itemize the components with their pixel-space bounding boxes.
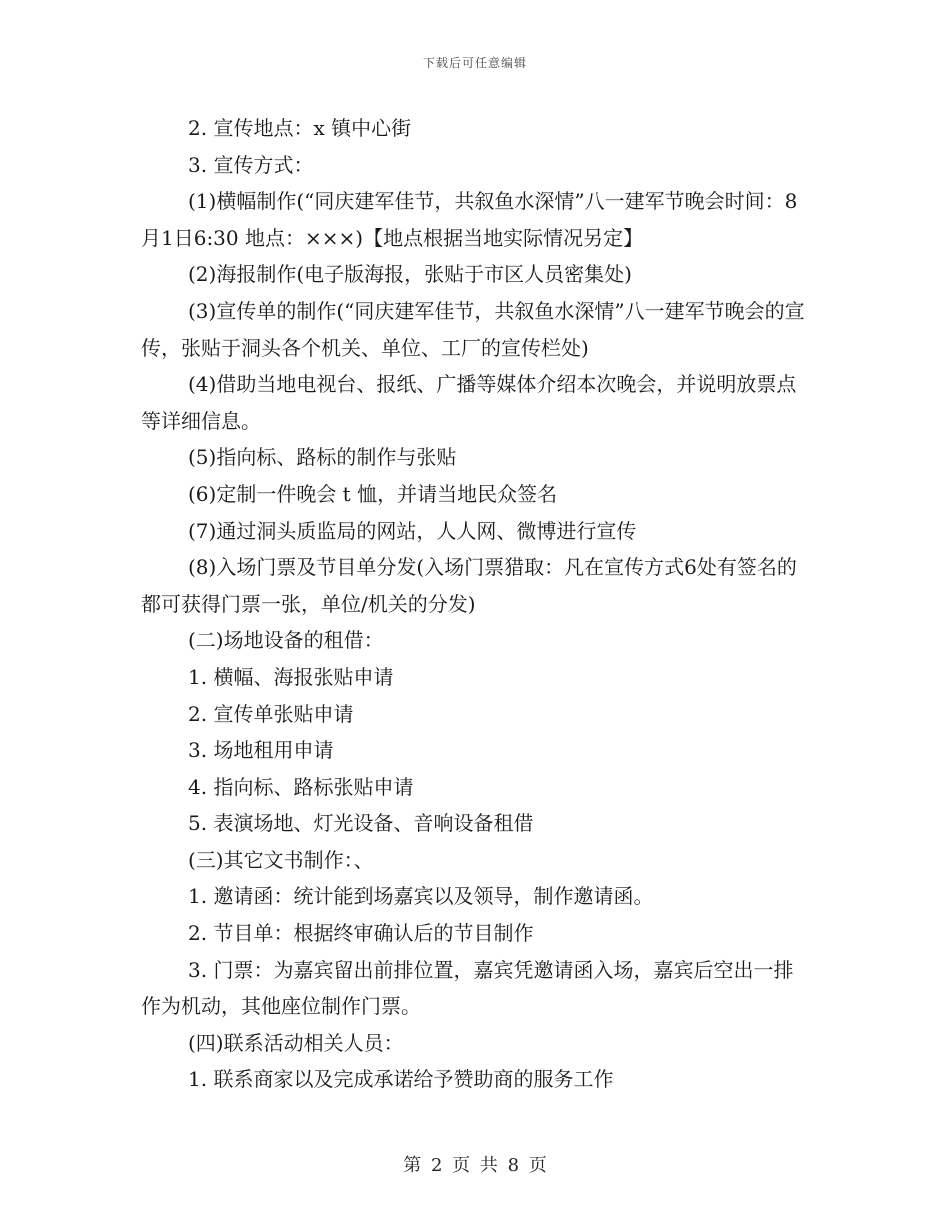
list-item: 1. 邀请函：统计能到场嘉宾以及领导，制作邀请函。 <box>188 884 654 909</box>
list-item: 4. 指向标、路标张贴申请 <box>188 774 414 799</box>
document-body <box>141 110 813 1098</box>
list-item: 1. 横幅、海报张贴申请 <box>188 664 394 689</box>
paragraph: 3. 宣传方式： <box>188 152 314 177</box>
list-item: 3. 门票：为嘉宾留出前排位置，嘉宾凭邀请函入场，嘉宾后空出一排作为机动，其他座位制作门票。 <box>141 957 794 1019</box>
paragraph: (7)通过洞头质监局的网站，人人网、微博进行宣传 <box>188 518 637 543</box>
paragraph: (2)海报制作(电子版海报，张贴于市区人员密集处) <box>188 262 632 287</box>
list-item: 3. 场地租用申请 <box>188 738 334 763</box>
list-item: 2. 节目单：根据终审确认后的节目制作 <box>188 921 534 946</box>
paragraph: (5)指向标、路标的制作与张贴 <box>188 445 457 470</box>
paragraph: (1)横幅制作(“同庆建军佳节，共叙鱼水深情”八一建军节晚会时间：8月1日6:30 地点：×××)【地点根据当地实际情况另定】 <box>141 189 798 250</box>
list-item: 5. 表演场地、灯光设备、音响设备租借 <box>188 811 534 836</box>
list-item: 2. 宣传单张贴申请 <box>188 701 354 726</box>
paragraph: (4)借助当地电视台、报纸、广播等媒体介绍本次晚会，并说明放票点等详细信息。 <box>141 372 797 433</box>
paragraph: (8)入场门票及节目单分发(入场门票猎取：凡在宣传方式6处有签名的都可获得门票一张，单位/机关的分发) <box>141 555 797 616</box>
paragraph: (3)宣传单的制作(“同庆建军佳节，共叙鱼水深情”八一建军节晚会的宣传，张贴于洞头各个机关、单位、工厂的宣传栏处) <box>141 298 805 360</box>
section-heading: (三)其它文书制作：、 <box>188 847 374 872</box>
paragraph: 2. 宣传地点：x 镇中心街 <box>188 116 412 140</box>
page-number: 第 2 页 共 8 页 <box>403 1155 547 1176</box>
section-heading: (四)联系活动相关人员： <box>188 1030 404 1055</box>
list-item: 1. 联系商家以及完成承诺给予赞助商的服务工作 <box>188 1067 614 1092</box>
section-heading: (二)场地设备的租借： <box>188 628 384 653</box>
header-note: 下载后可任意编辑 <box>422 56 527 70</box>
paragraph: (6)定制一件晚会 t 恤，并请当地民众签名 <box>188 481 558 506</box>
